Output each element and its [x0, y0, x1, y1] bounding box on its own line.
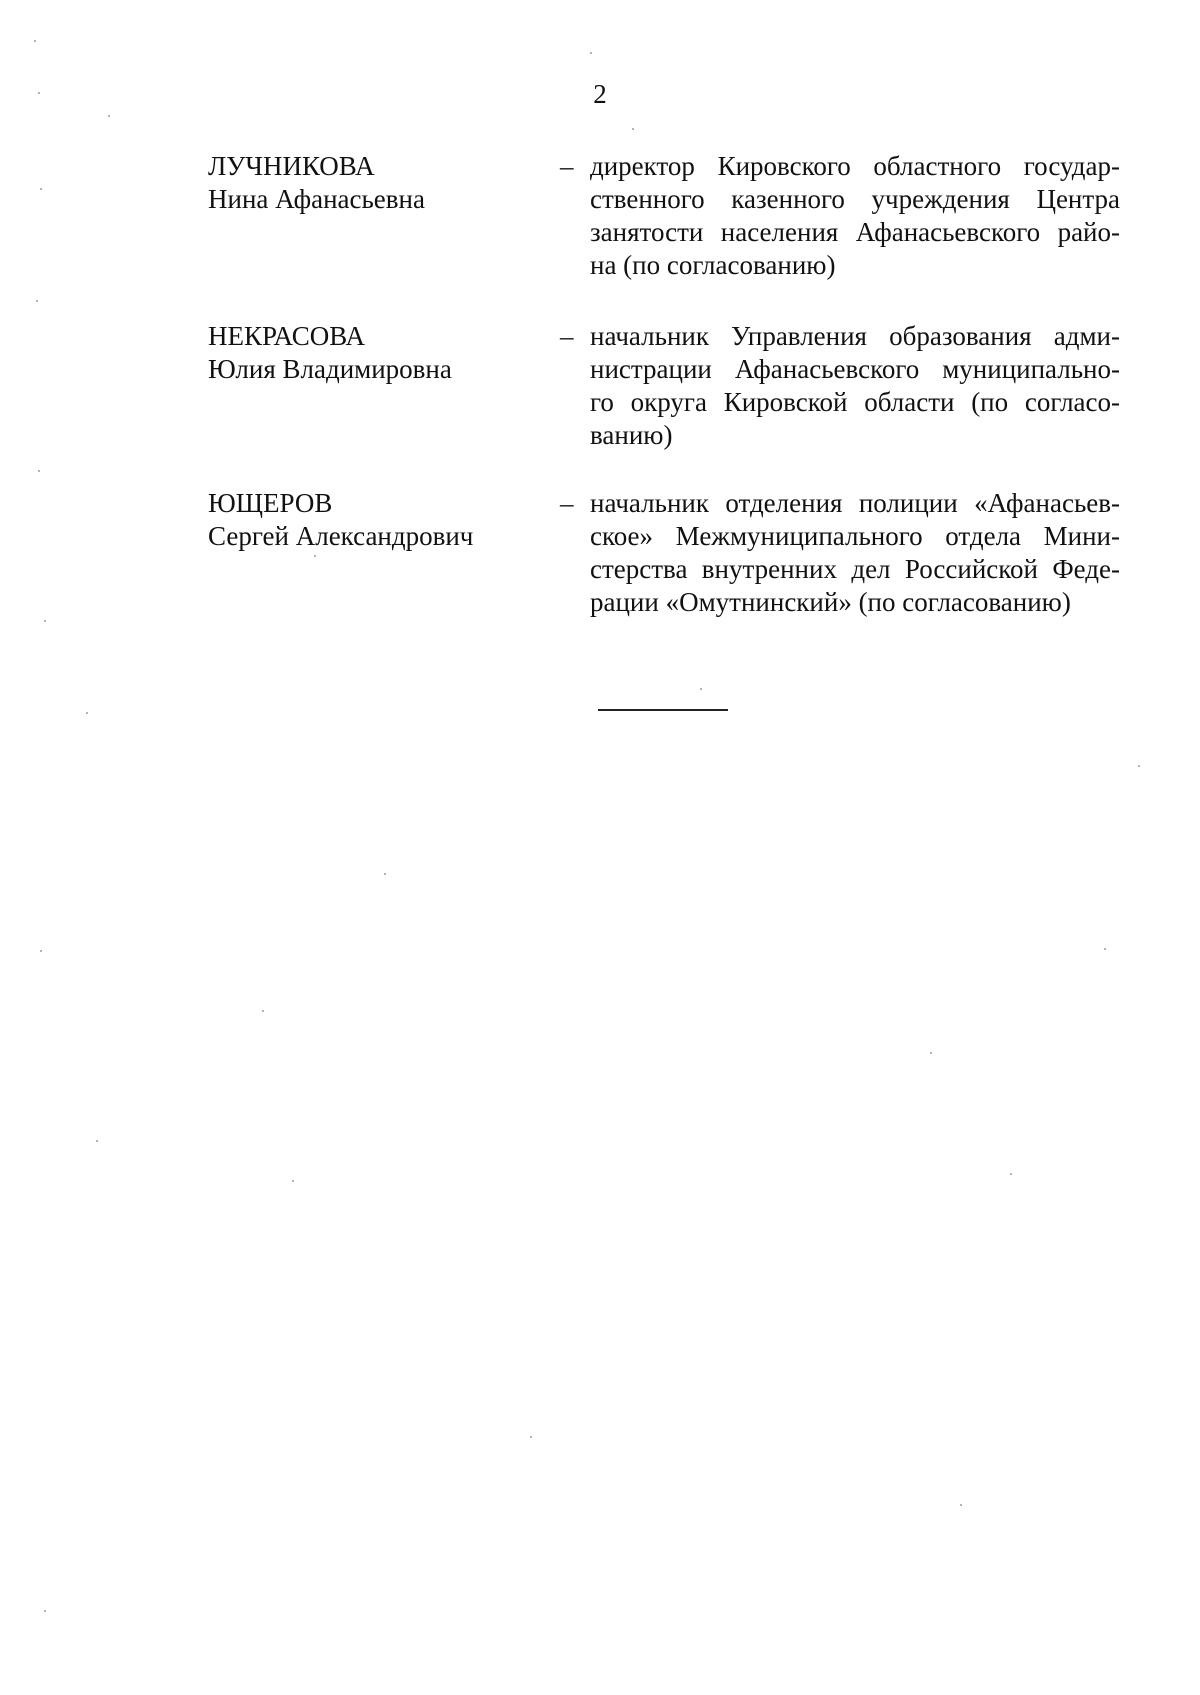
role-line: на (по согласованию): [590, 250, 836, 280]
role-line: ственного казенного учреждения Центра: [590, 184, 1120, 214]
scan-speck: [86, 712, 88, 714]
scan-speck: [314, 555, 316, 557]
member-surname: ЮЩЕРОВ: [208, 488, 333, 518]
scan-speck: [960, 1504, 962, 1506]
role-line: начальник отделения полиции «Афанасьев-: [590, 488, 1120, 518]
role-line: занятости населения Афанасьевского райо-: [590, 217, 1120, 247]
scan-speck: [96, 1140, 98, 1142]
role-line: стерства внутренних дел Российской Феде-: [590, 554, 1120, 584]
role-line: начальник Управления образования адми-: [590, 321, 1120, 351]
scan-speck: [292, 1180, 294, 1182]
role-line: рации «Омутнинский» (по согласованию): [590, 587, 1071, 617]
scan-speck: [1138, 765, 1140, 767]
role-line: нистрации Афанасьевского муниципально-: [590, 354, 1120, 384]
scan-speck: [44, 1610, 46, 1612]
member-surname: НЕКРАСОВА: [208, 321, 366, 351]
member-name: [208, 150, 548, 216]
dash-separator: –: [560, 321, 574, 351]
scan-speck: [40, 950, 42, 952]
scan-speck: [38, 470, 40, 472]
scan-speck: [530, 1436, 532, 1438]
scan-speck: [590, 52, 592, 54]
member-name: [208, 487, 548, 553]
scan-speck: [632, 128, 634, 130]
role-line: ванию): [590, 420, 673, 450]
dash-separator: –: [560, 151, 574, 181]
role-line: ское» Межмуниципального отдела Мини-: [590, 521, 1120, 551]
member-role: [590, 150, 1120, 282]
scan-speck: [40, 188, 42, 190]
scan-speck: [1104, 948, 1106, 950]
scan-speck: [108, 115, 110, 117]
scan-speck: [700, 688, 702, 690]
scan-speck: [930, 1052, 932, 1054]
member-surname: ЛУЧНИКОВА: [208, 151, 375, 181]
dash-separator: –: [560, 488, 574, 518]
member-given-names: Нина Афанасьевна: [208, 184, 425, 214]
member-role: [590, 487, 1120, 619]
scan-speck: [1010, 1173, 1012, 1175]
end-divider: [598, 709, 728, 711]
member-given-names: Юлия Владимировна: [208, 354, 452, 384]
scan-speck: [36, 300, 38, 302]
scan-speck: [44, 620, 46, 622]
member-given-names: Сергей Александрович: [208, 521, 474, 551]
scan-speck: [34, 40, 36, 42]
member-role: [590, 320, 1120, 452]
member-name: [208, 320, 548, 386]
scan-speck: [38, 92, 40, 94]
role-line: го округа Кировской области (по согласо-: [590, 387, 1120, 417]
role-line: директор Кировского областного государ-: [590, 151, 1120, 181]
scan-speck: [262, 1010, 264, 1012]
scan-speck: [384, 873, 386, 875]
page-number: 2: [593, 79, 607, 109]
